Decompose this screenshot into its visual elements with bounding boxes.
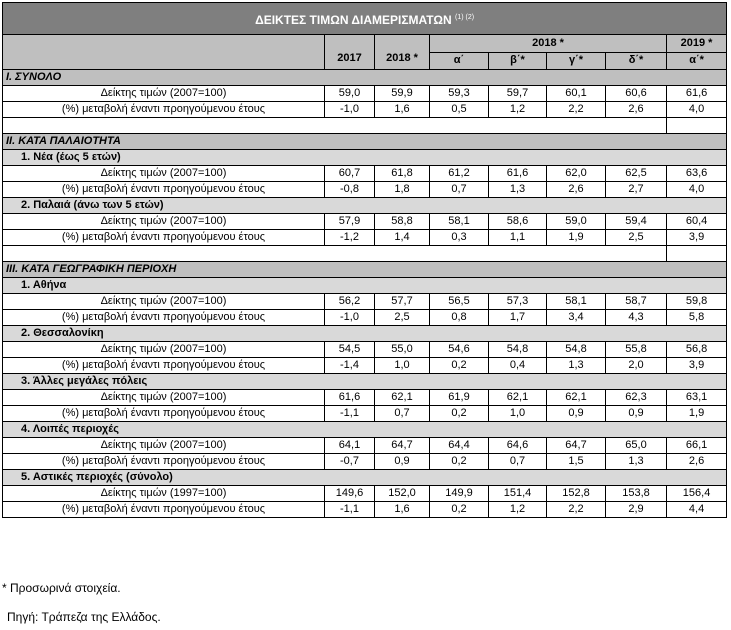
table-row [3,358,727,374]
row-label: Δείκτης τιμών (2007=100) [3,86,325,102]
value-cell: 55,0 [375,342,430,358]
value-cell: 1,9 [667,406,727,422]
value-cell: 63,6 [667,166,727,182]
value-cell: 1,3 [547,358,606,374]
subsection-title: 5. Αστικές περιοχές (σύνολο) [3,470,727,486]
row-label: Δείκτης τιμών (2007=100) [3,342,325,358]
value-cell: 56,8 [667,342,727,358]
value-cell: 2,9 [606,502,667,518]
value-cell: 0,7 [375,406,430,422]
value-cell: 59,8 [667,294,727,310]
spacer-cell [667,246,727,262]
spacer-cell [667,118,727,134]
value-cell: 59,0 [547,214,606,230]
value-cell: 0,2 [430,358,489,374]
subsection-row [3,470,727,486]
value-cell: 58,1 [430,214,489,230]
value-cell: 57,9 [325,214,375,230]
value-cell: 62,0 [547,166,606,182]
value-cell: 64,1 [325,438,375,454]
subsection-row [3,374,727,390]
table-row [3,86,727,102]
header-quarter-b-2018: β΄* [489,52,547,70]
value-cell: 54,5 [325,342,375,358]
value-cell: 63,1 [667,390,727,406]
subsection-title: 1. Νέα (έως 5 ετών) [3,150,727,166]
value-cell: 54,6 [430,342,489,358]
value-cell: 0,3 [430,230,489,246]
value-cell: 61,8 [375,166,430,182]
value-cell: 2,5 [606,230,667,246]
value-cell: 153,8 [606,486,667,502]
header-year-2017: 2017 [325,35,375,70]
value-cell: 1,1 [489,230,547,246]
header-quarter-d-2018: δ΄* [606,52,667,70]
value-cell: 56,5 [430,294,489,310]
footnote-provisional: * Προσωρινά στοιχεία. [2,581,121,595]
value-cell: 0,9 [375,454,430,470]
table-row [3,406,727,422]
subsection-row [3,422,727,438]
value-cell: 0,7 [430,182,489,198]
value-cell: 1,6 [375,502,430,518]
table-row [3,214,727,230]
table-title [3,3,727,35]
value-cell: 61,2 [430,166,489,182]
section-title: II. ΚΑΤΑ ΠΑΛΑΙΟΤΗΤΑ [3,134,727,150]
value-cell: 0,9 [547,406,606,422]
value-cell: 58,8 [375,214,430,230]
value-cell: 1,6 [375,102,430,118]
value-cell: 60,4 [667,214,727,230]
value-cell: 62,3 [606,390,667,406]
row-label: Δείκτης τιμών (2007=100) [3,214,325,230]
table-row [3,182,727,198]
row-label: Δείκτης τιμών (2007=100) [3,438,325,454]
value-cell: 59,0 [325,86,375,102]
value-cell: 59,7 [489,86,547,102]
source-note: Πηγή: Τράπεζα της Ελλάδος. [7,610,161,624]
value-cell: 66,1 [667,438,727,454]
row-label: (%) μεταβολή έναντι προηγούμενου έτους [3,310,325,326]
value-cell: 1,5 [547,454,606,470]
value-cell: 64,6 [489,438,547,454]
value-cell: 62,1 [489,390,547,406]
value-cell: 2,7 [606,182,667,198]
value-cell: 64,4 [430,438,489,454]
title-footnote-refs: (1) (2) [454,13,475,21]
section-row [3,262,727,278]
row-label: Δείκτης τιμών (2007=100) [3,294,325,310]
value-cell: 54,8 [547,342,606,358]
section-title: III. ΚΑΤΑ ΓΕΩΓΡΑΦΙΚΗ ΠΕΡΙΟΧΗ [3,262,727,278]
value-cell: 0,2 [430,406,489,422]
value-cell: 1,8 [375,182,430,198]
subsection-row [3,278,727,294]
subsection-title: 2. Παλαιά (άνω των 5 ετών) [3,198,727,214]
subsection-row [3,326,727,342]
value-cell: 61,9 [430,390,489,406]
table-row [3,438,727,454]
value-cell: 59,9 [375,86,430,102]
value-cell: 57,7 [375,294,430,310]
apartment-price-index-table [2,2,727,518]
value-cell: 0,4 [489,358,547,374]
row-label: Δείκτης τιμών (2007=100) [3,390,325,406]
table-row [3,230,727,246]
subsection-title: 3. Άλλες μεγάλες πόλεις [3,374,727,390]
value-cell: 4,4 [667,502,727,518]
value-cell: -1,1 [325,502,375,518]
value-cell: 149,9 [430,486,489,502]
table-row [3,310,727,326]
value-cell: 61,6 [489,166,547,182]
value-cell: -1,0 [325,310,375,326]
value-cell: 64,7 [547,438,606,454]
value-cell: 62,5 [606,166,667,182]
table-row [3,502,727,518]
value-cell: -1,0 [325,102,375,118]
value-cell: 61,6 [667,86,727,102]
table-row [3,294,727,310]
value-cell: 55,8 [606,342,667,358]
subsection-title: 4. Λοιπές περιοχές [3,422,727,438]
table-title-text: ΔΕΙΚΤΕΣ ΤΙΜΩΝ ΔΙΑΜΕΡΙΣΜΑΤΩΝ [255,12,452,27]
value-cell: 0,9 [606,406,667,422]
subsection-title: 2. Θεσσαλονίκη [3,326,727,342]
value-cell: 2,0 [606,358,667,374]
value-cell: 149,6 [325,486,375,502]
value-cell: 4,3 [606,310,667,326]
value-cell: 152,0 [375,486,430,502]
value-cell: 151,4 [489,486,547,502]
table-row [3,390,727,406]
value-cell: 2,2 [547,102,606,118]
value-cell: 4,0 [667,182,727,198]
row-label: (%) μεταβολή έναντι προηγούμενου έτους [3,102,325,118]
value-cell: 54,8 [489,342,547,358]
value-cell: 2,6 [606,102,667,118]
value-cell: 62,1 [547,390,606,406]
value-cell: 58,7 [606,294,667,310]
value-cell: 59,3 [430,86,489,102]
value-cell: 59,4 [606,214,667,230]
row-label: (%) μεταβολή έναντι προηγούμενου έτους [3,454,325,470]
value-cell: 64,7 [375,438,430,454]
value-cell: 0,8 [430,310,489,326]
section-title: I. ΣΥΝΟΛΟ [3,70,727,86]
value-cell: 60,1 [547,86,606,102]
header-year-2018: 2018 * [375,35,430,70]
header-quarter-c-2018: γ΄* [547,52,606,70]
value-cell: 2,5 [375,310,430,326]
value-cell: 58,1 [547,294,606,310]
value-cell: 57,3 [489,294,547,310]
header-quarter-a-2019: α΄* [667,52,727,70]
subsection-title: 1. Αθήνα [3,278,727,294]
value-cell: 61,6 [325,390,375,406]
value-cell: 5,8 [667,310,727,326]
row-label: (%) μεταβολή έναντι προηγούμενου έτους [3,502,325,518]
value-cell: -0,8 [325,182,375,198]
row-label: (%) μεταβολή έναντι προηγούμενου έτους [3,406,325,422]
header-label-cell [3,35,325,70]
section-row [3,134,727,150]
subsection-row [3,150,727,166]
value-cell: 56,2 [325,294,375,310]
value-cell: -0,7 [325,454,375,470]
value-cell: 1,7 [489,310,547,326]
table-row [3,166,727,182]
value-cell: -1,4 [325,358,375,374]
header-group-2019: 2019 * [667,35,727,53]
header-quarter-a-2018: α΄ [430,52,489,70]
value-cell: 2,2 [547,502,606,518]
value-cell: 0,7 [489,454,547,470]
value-cell: 1,0 [375,358,430,374]
row-label: (%) μεταβολή έναντι προηγούμενου έτους [3,358,325,374]
value-cell: 0,2 [430,502,489,518]
value-cell: -1,2 [325,230,375,246]
table-row [3,486,727,502]
table-row [3,342,727,358]
value-cell: 62,1 [375,390,430,406]
value-cell: 1,2 [489,502,547,518]
value-cell: 58,6 [489,214,547,230]
value-cell: 2,6 [547,182,606,198]
table-row [3,102,727,118]
spacer-row [3,246,727,262]
spacer-cell [3,118,667,134]
value-cell: 1,2 [489,102,547,118]
spacer-row [3,118,727,134]
section-row [3,70,727,86]
subsection-row [3,198,727,214]
value-cell: 60,6 [606,86,667,102]
value-cell: 4,0 [667,102,727,118]
value-cell: 3,4 [547,310,606,326]
spacer-cell [3,246,667,262]
header-group-2018: 2018 * [430,35,667,53]
row-label: (%) μεταβολή έναντι προηγούμενου έτους [3,230,325,246]
value-cell: 1,3 [489,182,547,198]
value-cell: 65,0 [606,438,667,454]
row-label: Δείκτης τιμών (2007=100) [3,166,325,182]
value-cell: 1,0 [489,406,547,422]
value-cell: -1,1 [325,406,375,422]
value-cell: 3,9 [667,358,727,374]
value-cell: 152,8 [547,486,606,502]
table-row [3,454,727,470]
value-cell: 0,5 [430,102,489,118]
value-cell: 156,4 [667,486,727,502]
value-cell: 1,4 [375,230,430,246]
value-cell: 3,9 [667,230,727,246]
value-cell: 2,6 [667,454,727,470]
value-cell: 60,7 [325,166,375,182]
row-label: (%) μεταβολή έναντι προηγούμενου έτους [3,182,325,198]
value-cell: 0,2 [430,454,489,470]
value-cell: 1,3 [606,454,667,470]
value-cell: 1,9 [547,230,606,246]
row-label: Δείκτης τιμών (1997=100) [3,486,325,502]
